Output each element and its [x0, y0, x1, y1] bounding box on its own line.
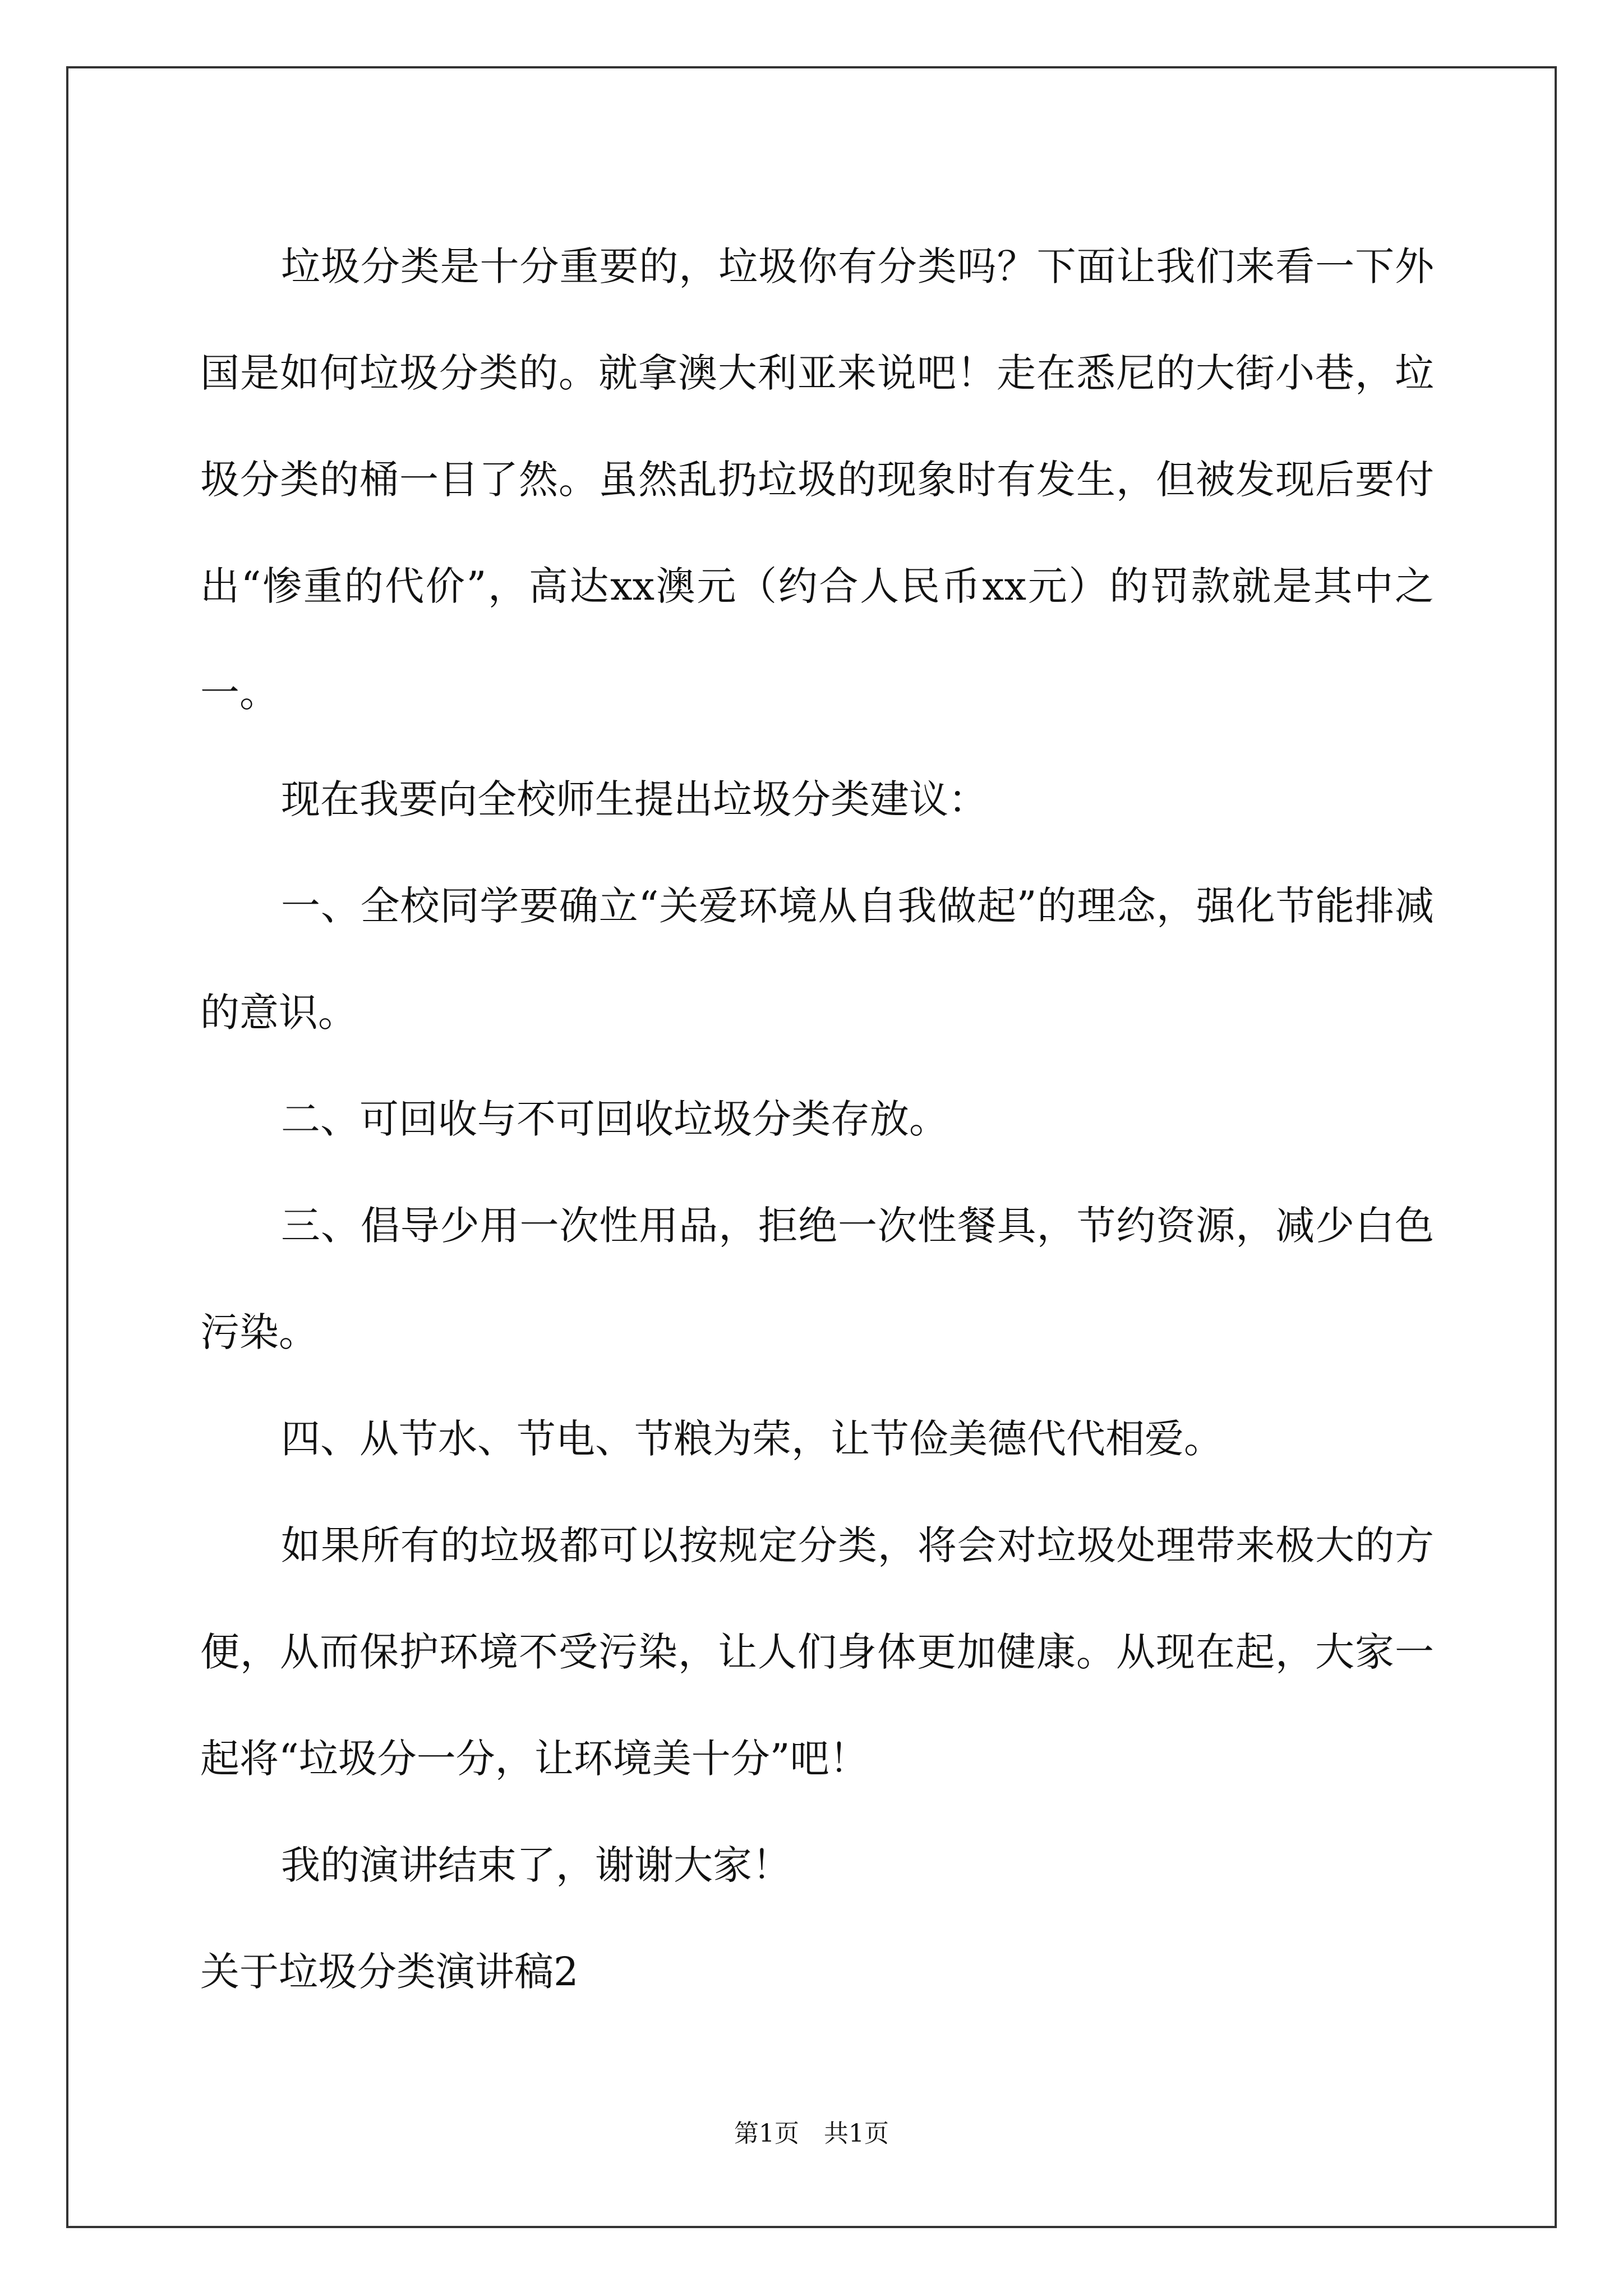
paragraph-proposal-3: 三、倡导少用一次性用品，拒绝一次性餐具，节约资源，减少白色污染。 — [200, 1203, 1434, 1355]
paragraph-proposal-4: 四、从节水、节电、节粮为荣，让节俭美德代代相爱。 — [281, 1416, 1223, 1462]
page-footer: 第1页 共1页 — [734, 2119, 889, 2148]
document-body — [200, 213, 1434, 2025]
paragraph-intro: 垃圾分类是十分重要的，垃圾你有分类吗？下面让我们来看一下外国是如何垃圾分类的。就拿澳大利亚来说吧！走在悉尼的大街小巷，垃圾分类的桶一目了然。虽然乱扔垃圾的现象时有发生，但被发现后要付出“惨重的代价”，高达xx澳元（约合人民币xx元）的罚款就是其中之一。 — [200, 243, 1434, 716]
paragraph-proposal-lead: 现在我要向全校师生提出垃圾分类建议： — [281, 776, 988, 822]
section-heading: 关于垃圾分类演讲稿2 — [200, 1949, 579, 1995]
paragraph-closing: 我的演讲结束了，谢谢大家！ — [281, 1842, 791, 1888]
paragraph-proposal-2: 二、可回收与不可回收垃圾分类存放。 — [281, 1096, 948, 1142]
paragraph-proposal-1: 一、全校同学要确立“关爱环境从自我做起”的理念，强化节能排减的意识。 — [200, 883, 1434, 1036]
paragraph-conclusion: 如果所有的垃圾都可以按规定分类，将会对垃圾处理带来极大的方便，从而保护环境不受污染，让人们身体更加健康。从现在起，大家一起将“垃圾分一分，让环境美十分”吧！ — [200, 1522, 1434, 1782]
